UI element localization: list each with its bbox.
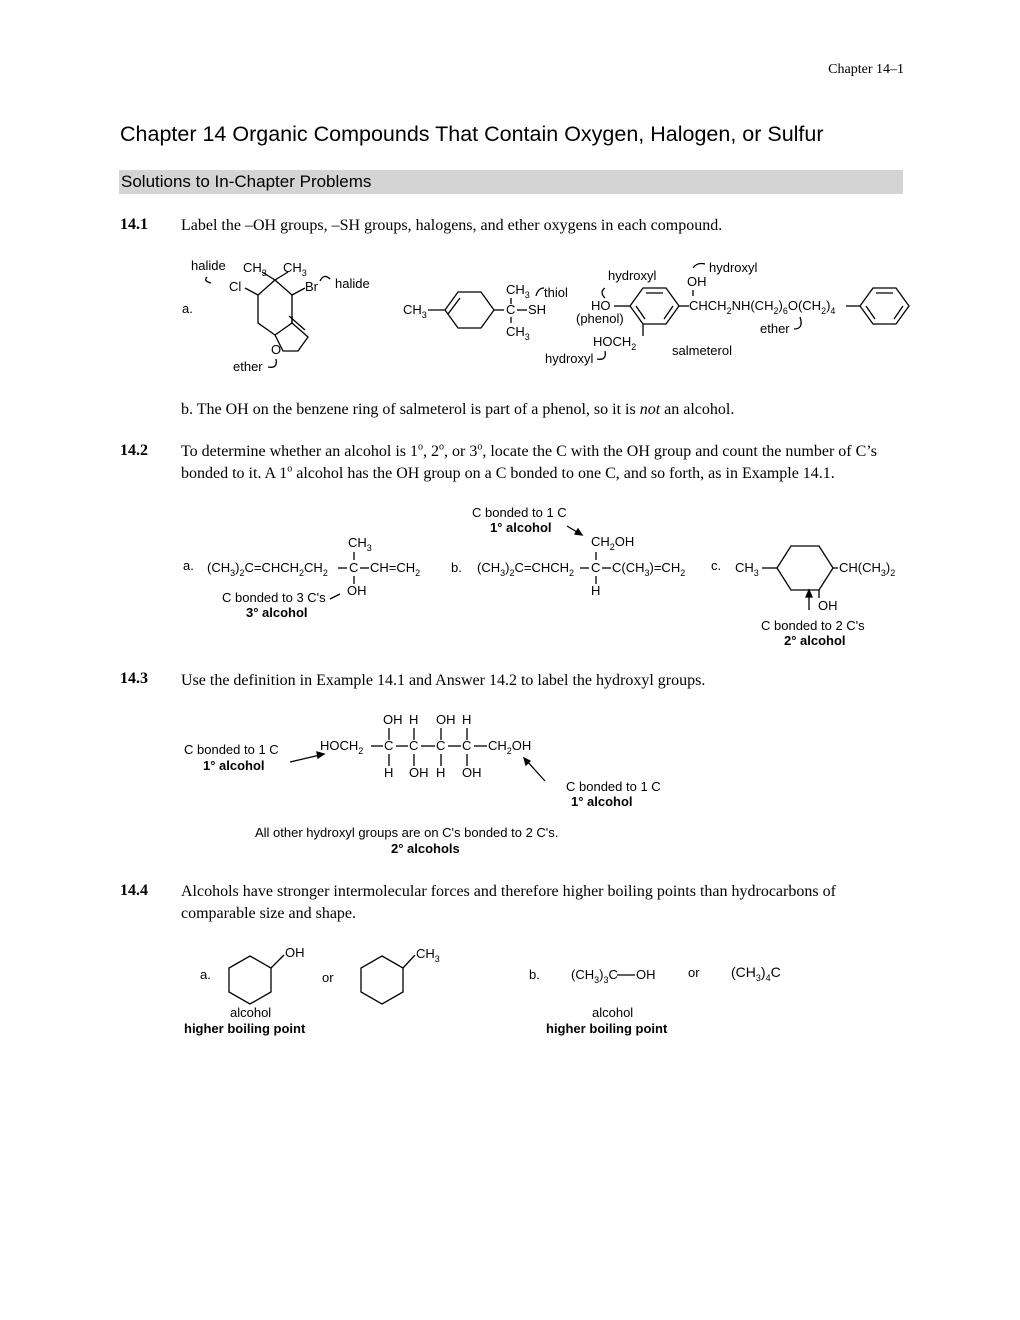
note: C bonded to 3 C's (222, 590, 326, 605)
arrowhead (575, 529, 582, 535)
oh-2: OH (436, 712, 456, 727)
br-atom: Br (305, 279, 318, 294)
curved-arrow (268, 359, 276, 367)
arrowhead (806, 590, 812, 597)
o-atom: O (271, 342, 282, 357)
structure-14-2-a (183, 535, 420, 620)
problem-14-2-text: To determine whether an alcohol is 1$^o$, 2$^o$, or 3$^o$, locate the C with the OH group and count the number of C’s bonded to it. A 1$^o$ alcohol has the OH group on a C bonded to one C, and so forth, as in Example 14.1. (181, 441, 877, 482)
ch3: $CH_3$ (735, 560, 759, 578)
problem-number-14-3: 14.3 (120, 670, 148, 687)
note: C bonded to 2 C's (761, 618, 865, 633)
h-2: H (462, 712, 472, 727)
degree: 2° alcohol (784, 633, 846, 648)
arrow-line (290, 755, 320, 762)
left-degree: 1° alcohol (203, 758, 265, 773)
ether-label: ether (233, 359, 263, 374)
curved-arrow (536, 288, 544, 296)
hydroxyl-label-bottom: hydroxyl (545, 351, 594, 366)
ch2oh: $CH_2OH$ (488, 738, 532, 756)
c-4: C (462, 738, 472, 753)
h-1: H (409, 712, 419, 727)
label-b: b. (529, 967, 540, 982)
halide-label-right: halide (335, 276, 370, 291)
oh-3: OH (409, 765, 429, 780)
oh: OH (818, 598, 838, 613)
bottom-degree: 2° alcohols (391, 841, 460, 856)
neopentane: $(CH_3)_4C$ (731, 964, 781, 983)
curved-arrow (693, 264, 705, 269)
tbutanol: $(CH_3)_3C$ (571, 967, 618, 985)
structures-14-4 (0, 935, 1020, 1045)
molecule-salmeterol (545, 260, 909, 366)
arrow-line (526, 760, 545, 781)
structures-14-1-a (0, 250, 1020, 390)
carbinol-c: C (349, 560, 359, 575)
or: or (322, 970, 334, 985)
ring-bonds (258, 280, 292, 335)
degree: 1° alcohol (490, 520, 552, 535)
methylcyclohexane-ring (361, 956, 403, 1004)
ether-label: ether (760, 321, 790, 336)
ho-group: HO (591, 298, 611, 313)
structure-14-3 (0, 705, 1020, 865)
structure-14-4-b (529, 964, 781, 1036)
ch3-a: $CH_3$ (243, 260, 267, 278)
ch3-bottom: $CH_3$ (506, 324, 530, 342)
problem-number-14-1: 14.1 (120, 216, 148, 233)
right-degree: 1° alcohol (571, 794, 633, 809)
bond (292, 288, 305, 295)
alcohol: alcohol (592, 1005, 634, 1020)
oh: OH (636, 967, 656, 982)
chain-right: $C(CH_3)=CH_2$ (612, 560, 686, 578)
thiol-label: thiol (544, 285, 568, 300)
note: higher boiling point (546, 1021, 668, 1036)
chain-left: $(CH_3)_2C=CHCH_2CH_2$ (207, 560, 328, 578)
ch3: $CH_3$ (416, 946, 440, 964)
curved-arrow (602, 288, 605, 298)
oh: OH (347, 583, 367, 598)
structure-14-2-c (711, 546, 895, 648)
bond (271, 955, 284, 968)
curved-arrow (597, 351, 605, 359)
bond (275, 272, 288, 280)
ch3: $CH_3$ (348, 535, 372, 553)
problem-14-3-text: Use the definition in Example 14.1 and Answer 14.2 to label the hydroxyl groups. (181, 672, 706, 689)
right-note: C bonded to 1 C (566, 779, 661, 794)
label-a: a. (183, 558, 194, 573)
section-banner (119, 170, 903, 194)
h-3: H (384, 765, 394, 780)
chain-left: $(CH_3)_2C=CHCH_2$ (477, 560, 575, 578)
h-4: H (436, 765, 446, 780)
c-1: C (384, 738, 394, 753)
hydroxyl-label-phenol: hydroxyl (608, 268, 657, 283)
curved-arrow (794, 317, 801, 329)
salmeterol-name: salmeterol (672, 343, 732, 358)
ch3-top: $CH_3$ (506, 282, 530, 300)
degree: 3° alcohol (246, 605, 308, 620)
oh-4: OH (462, 765, 482, 780)
sh-group: SH (528, 302, 547, 317)
hoch2-group: $HOCH_2$ (593, 334, 637, 352)
side-chain: $CHCH_2NH(CH_2)_6O(CH_2)_4$ (689, 298, 836, 316)
label-c: c. (711, 558, 722, 573)
problem-number-14-2: 14.2 (120, 442, 148, 459)
note: higher boiling point (184, 1021, 306, 1036)
oh-1: OH (383, 712, 403, 727)
curved-arrow (320, 276, 330, 281)
cl-atom: Cl (229, 279, 242, 294)
label-a: a. (200, 967, 211, 982)
left-note: C bonded to 1 C (184, 742, 279, 757)
isopropyl: $CH(CH_3)_2$ (839, 560, 896, 578)
carbinol-c: C (591, 560, 601, 575)
quaternary-c: C (506, 302, 516, 317)
bottom-note: All other hydroxyl groups are on C's bonded to 2 C's. (255, 825, 559, 840)
ch2oh: $CH_2OH$ (591, 534, 635, 552)
chain-right: $CH=CH_2$ (370, 560, 421, 578)
oh: OH (285, 945, 305, 960)
oh-group: OH (687, 274, 707, 289)
hoch2: $HOCH_2$ (320, 738, 364, 756)
curved-arrow (206, 277, 211, 283)
problem-14-4-text: Alcohols have stronger intermolecular forces and therefore higher boiling points than hydrocarbons of comparable size and shape. (181, 883, 836, 922)
alcohol: alcohol (230, 1005, 272, 1020)
structure-14-2-b (451, 505, 685, 598)
note: C bonded to 1 C (472, 505, 567, 520)
phenol-label: (phenol) (576, 311, 624, 326)
bond (403, 955, 415, 968)
double-bond (448, 298, 460, 314)
c-3: C (436, 738, 446, 753)
h: H (591, 583, 601, 598)
bond (330, 594, 340, 599)
problem-number-14-4: 14.4 (120, 882, 148, 899)
label-a: a. (182, 301, 193, 316)
halide-label-left: halide (191, 258, 226, 273)
problem-14-1-prompt: Label the –OH groups, –SH groups, halogens, and ether oxygens in each compound. (181, 217, 723, 234)
molecule-thiol (403, 282, 568, 342)
structures-14-2 (0, 500, 1020, 660)
bond (245, 288, 258, 295)
page-number-header: Chapter 14–1 (828, 62, 904, 77)
cyclohexene-ring (445, 292, 494, 328)
ch3-left: $CH_3$ (403, 302, 427, 320)
structure-14-4-a (184, 945, 440, 1036)
problem-14-1-part-b: b. The OH on the benzene ring of salmeterol is part of a phenol, so it is not an alcohol. (181, 401, 735, 418)
cyclohexane-ring (777, 546, 833, 590)
chapter-title: Chapter 14 Organic Compounds That Contain Oxygen, Halogen, or Sulfur (120, 122, 824, 146)
ch3-b: $CH_3$ (283, 260, 307, 278)
hydroxyl-label-top: hydroxyl (709, 260, 758, 275)
molecule-halide-ether (191, 258, 370, 374)
or: or (688, 965, 700, 980)
cyclohexanol-ring (229, 956, 271, 1004)
c-2: C (409, 738, 419, 753)
label-b: b. (451, 560, 462, 575)
section-banner-label: Solutions to In-Chapter Problems (121, 172, 372, 191)
